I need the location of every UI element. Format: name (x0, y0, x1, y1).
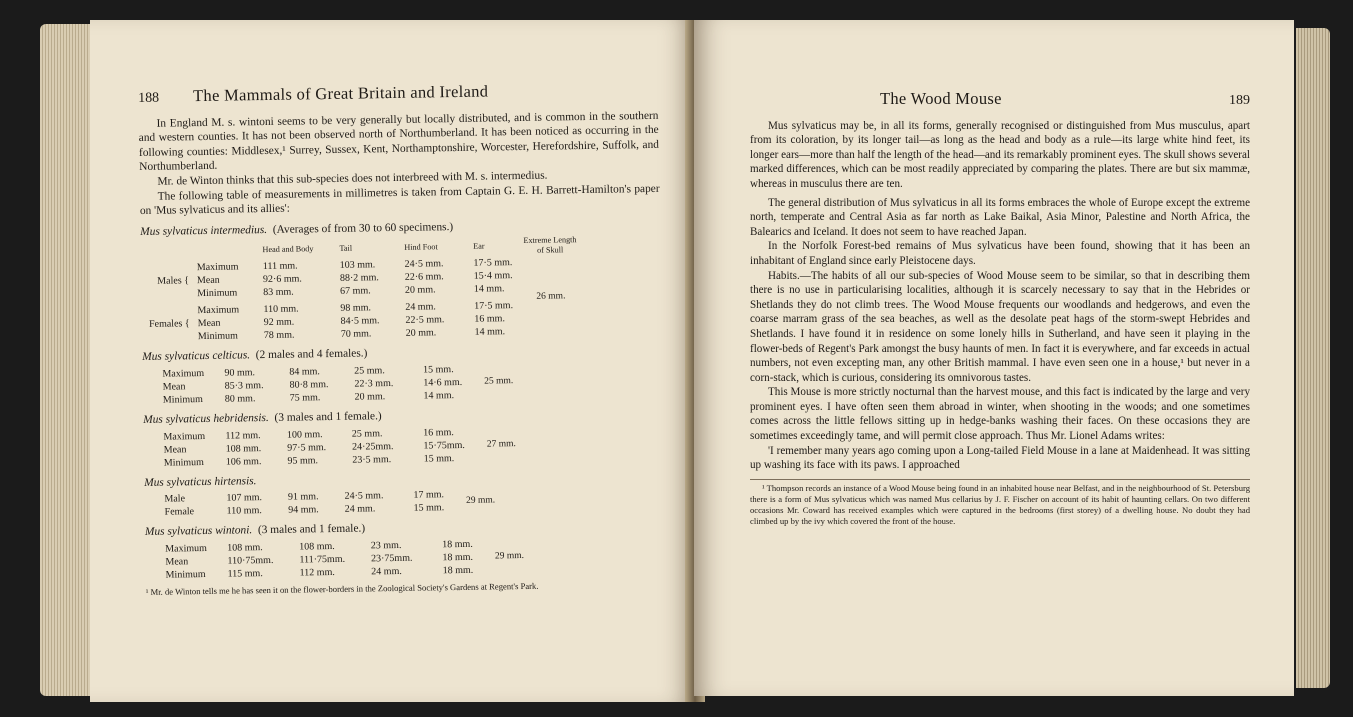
cell-hind-foot: 22·3 mm. (354, 377, 394, 390)
row-stat: Minimum (197, 287, 238, 300)
cell-head-body: 83 mm. (263, 286, 294, 299)
cell-hind-foot: 25 mm. (354, 365, 385, 377)
cell-ear: 15·4 mm. (473, 270, 513, 283)
cell-head-body: 106 mm. (225, 455, 262, 468)
right-page (694, 20, 1294, 696)
right-paragraph: 'I remember many years ago coming upon a Long-tailed Field Mouse in a lane at Maidenhead. It was sitting up washing its face with its paws. I approached (750, 444, 1250, 472)
cell-tail: 67 mm. (340, 285, 371, 298)
cell-ear: 17 mm. (413, 489, 445, 501)
cell-hind-foot: 20 mm. (405, 327, 437, 340)
subspecies-note: (3 males and 1 female.) (274, 410, 382, 424)
cell-tail: 108 mm. (299, 540, 335, 553)
cell-ear: 14 mm. (473, 283, 505, 296)
col-ear: Ear (473, 241, 485, 252)
cell-head-body: 107 mm. (226, 492, 263, 504)
cell-hind-foot: 22·5 mm. (405, 314, 445, 327)
left-page-number: 188 (138, 90, 160, 106)
cell-hind-foot: 25 mm. (351, 427, 383, 440)
cell-hind-foot: 24·5 mm. (344, 490, 384, 502)
right-footnote-block (750, 479, 1250, 527)
cell-ear: 15 mm. (423, 364, 454, 376)
cell-tail: 100 mm. (286, 428, 323, 441)
cell-ear: 18 mm. (442, 551, 474, 563)
subspecies-table (161, 537, 528, 582)
cell-ear: 14·6 mm. (423, 376, 463, 389)
cell-ear: 16 mm. (474, 313, 506, 326)
subspecies-table (158, 362, 517, 407)
cell-tail: 112 mm. (299, 566, 335, 579)
table-row: Females { Maximum 110 mm. 98 mm. 24 mm. 17·5 mm. (141, 294, 585, 318)
left-footnote: ¹ Mr. de Winton tells me he has seen it on the flower-borders in the Zoological Society's Gardens at Regent's Park. (145, 580, 539, 597)
left-page (90, 20, 694, 702)
row-stat: Maximum (162, 367, 205, 380)
intermedius-table (140, 235, 585, 344)
row-stat: Mean (165, 555, 189, 568)
row-stat: Mean (162, 381, 186, 393)
cell-tail: 88·2 mm. (339, 272, 379, 285)
left-page-content (138, 82, 666, 598)
cell-hind-foot: 24 mm. (344, 503, 376, 515)
row-stat: Maximum (197, 304, 240, 317)
row-stat: Minimum (162, 393, 203, 406)
right-page-number: 189 (1229, 93, 1250, 108)
right-paragraph: In the Norfolk Forest-bed remains of Mus sylvaticus have been found, showing that it has been an inhabitant of England since early Pleistocene days. (750, 240, 1250, 267)
subspecies-name: Mus sylvaticus hebridensis. (143, 411, 269, 426)
cell-ear: 14 mm. (474, 326, 506, 339)
row-stat: Minimum (165, 568, 206, 581)
cell-tail: 98 mm. (340, 302, 372, 315)
row-stat: Minimum (163, 456, 204, 469)
paragraph-1: In England M. s. wintoni seems to be very generally but locally distributed, and is common in the southern and western counties. It has not been observed north of Northumberland. It has been noticed as occurring in the following counties: Middlesex,¹ Surrey, Sussex, Kent, Northamptonshire, Worcester, Herefordshire, Suffolk, and Northumberland. (138, 109, 660, 174)
col-hind-foot: Hind Foot (404, 242, 438, 253)
col-head-body: Head and Body (262, 244, 314, 255)
cell-head-body: 112 mm. (225, 429, 261, 442)
cell-head-body: 115 mm. (227, 567, 263, 580)
cell-hind-foot: 20 mm. (404, 284, 436, 297)
subspecies-table (159, 425, 520, 470)
cell-hind-foot: 24 mm. (371, 565, 402, 578)
cell-head-body: 92·6 mm. (262, 273, 302, 286)
right-paragraph: This Mouse is more strictly nocturnal than the harvest mouse, and this fact is indicated by the large and very prominent eyes. I have often seen them abroad in winter, when shooting in the woods; and one sometimes comes across the little fellows sitting up in hedge-banks washing their faces. On these occasions they are sometimes exceedingly tame, and will permit close approach. Thus Mr. Lionel Adams writes: (750, 386, 1250, 443)
subspecies-note: (3 males and 1 female.) (257, 522, 366, 537)
cell-ear: 15 mm. (423, 452, 455, 465)
subspecies-note: (2 males and 4 females.) (255, 347, 368, 362)
cell-tail: 84·5 mm. (340, 315, 380, 328)
cell-ear: 18 mm. (442, 538, 473, 550)
table-title-name: Mus sylvaticus intermedius. (140, 223, 268, 238)
cell-tail: 91 mm. (287, 491, 319, 503)
right-paragraph: Habits.—The habits of all our sub-species of Wood Mouse seem to be similar, so that in describing them there is no use in particularising localities, although it is scarcely necessary to say that in the Hebrides or Shetlands they do not climb trees. The Wood Mouse frequents our woodlands and hedgerows, and even the coarse marram grass of the sea beaches, as well as the desolate peat hags of the storm-swept Hebrides and Shetlands. I have found it in residence on some lonely hills in Sutherland, and have seen it playing in the flower-beds of Regent's Park amongst the busy haunts of men. In fact it is everywhere, and far exceeds in actual numbers, not even excepting man, any other British mammal. I have even seen one in a house,¹ but never in a corn-stack, which is curious, considering its omnivorous tastes. (750, 269, 1250, 384)
cell-skull: 29 mm. (465, 495, 496, 506)
row-stat: Minimum (197, 330, 238, 343)
cell-ear: 16 mm. (423, 426, 454, 439)
cell-tail: 111·75mm. (299, 553, 346, 566)
cell-head-body: 80 mm. (224, 393, 256, 405)
col-skull: Extreme Length of Skull (523, 235, 577, 256)
cell-head-body: 90 mm. (224, 367, 256, 379)
cell-head-body: 111 mm. (262, 260, 298, 273)
cell-head-body: 108 mm. (227, 541, 263, 554)
cell-ear: 17·5 mm. (473, 257, 513, 270)
subspecies-title (145, 517, 665, 540)
open-book (40, 6, 1330, 712)
cell-ear: 15 mm. (413, 502, 445, 514)
right-footnote: ¹ Thompson records an instance of a Wood Mouse being found in an inhabited house near Belfast, and in the neighbourhood of St. Petersburg there is a form of Mus sylvaticus which was named Mus cellarius by J. F. Fischer on account of its habit of haunting cellars. On two different occasions Mr. Coward has received examples which were captured in the bedrooms (first storey) of a dwelling house. No doubt they had climbed up by the ivy which covered the front of the house. (750, 482, 1250, 526)
cell-ear: 17·5 mm. (474, 300, 514, 313)
cell-skull: 26 mm. (536, 291, 566, 302)
right-paragraph: The general distribution of Mus sylvaticus in all its forms embraces the whole of Europe except the extreme north, temperate and Central Asia as far north as Lake Baikal, Asia Minor, Palestine and North Africa, the Balearics and Iceland. It does not seem to have reached Japan. (750, 196, 1250, 238)
row-stat: Mean (196, 275, 220, 287)
subspecies-name: Mus sylvaticus wintoni. (144, 524, 253, 539)
cell-skull: 25 mm. (484, 376, 514, 387)
cell-hind-foot: 24·5 mm. (404, 258, 444, 271)
subspecies-title (143, 405, 663, 428)
cell-head-body: 78 mm. (263, 329, 295, 342)
cell-tail: 95 mm. (287, 454, 319, 467)
col-tail: Tail (339, 244, 353, 254)
cell-ear: 18 mm. (442, 564, 474, 576)
subspecies-title (144, 467, 664, 490)
subspecies-name: Mus sylvaticus hirtensis. (144, 474, 257, 489)
cell-tail: 84 mm. (289, 366, 320, 378)
right-running-head (750, 89, 1250, 109)
cell-head-body: 110 mm. (263, 303, 299, 316)
row-stat: Female (164, 506, 195, 518)
paragraph-3: The following table of measurements in millimetres is taken from Captain G. E. H. Barrett-Hamilton's paper on 'Mus sylvaticus and its allies': (139, 182, 660, 218)
cell-hind-foot: 22·6 mm. (404, 271, 444, 284)
cell-head-body: 108 mm. (225, 442, 262, 455)
subspecies-table (160, 488, 499, 519)
cell-hind-foot: 20 mm. (354, 391, 386, 403)
cell-tail: 80·8 mm. (289, 378, 329, 391)
cell-hind-foot: 24 mm. (405, 301, 436, 314)
subspecies-name: Mus sylvaticus celticus. (142, 349, 251, 364)
group-label-males: Males (157, 275, 182, 288)
table-title-note: (Averages of from 30 to 60 specimens.) (272, 220, 454, 236)
cell-skull: 27 mm. (486, 438, 516, 450)
cell-ear: 15·75mm. (423, 439, 465, 452)
subspecies-title (142, 342, 662, 365)
right-page-edges (1296, 28, 1330, 688)
group-label-females: Females (148, 318, 183, 331)
cell-head-body: 110·75mm. (227, 554, 274, 567)
row-stat: Male (164, 493, 186, 505)
row-stat: Maximum (196, 261, 239, 274)
cell-tail: 75 mm. (289, 392, 321, 404)
left-running-head (138, 82, 658, 107)
row-stat: Maximum (165, 542, 207, 555)
cell-tail: 97·5 mm. (287, 441, 327, 454)
row-stat: Mean (163, 443, 187, 456)
cell-hind-foot: 23·75mm. (370, 552, 413, 565)
cell-head-body: 92 mm. (263, 316, 295, 329)
cell-tail: 70 mm. (340, 328, 372, 341)
cell-hind-foot: 23·5 mm. (352, 453, 392, 466)
paragraph-2: Mr. de Winton thinks that this sub-species does not interbreed with M. s. intermedius. (157, 169, 548, 188)
right-page-content (750, 89, 1250, 527)
cell-head-body: 85·3 mm. (224, 380, 264, 392)
cell-ear: 14 mm. (423, 390, 455, 402)
cell-tail: 103 mm. (339, 259, 376, 272)
cell-head-body: 110 mm. (226, 505, 262, 517)
row-stat: Mean (197, 318, 221, 330)
subspecies-tables (142, 342, 666, 582)
right-running-title: The Wood Mouse (880, 89, 1002, 108)
row-stat: Maximum (163, 430, 206, 443)
left-running-title: The Mammals of Great Britain and Ireland (192, 81, 489, 106)
cell-skull: 29 mm. (494, 550, 525, 562)
right-paragraph: Mus sylvaticus may be, in all its forms, generally recognised or distinguished from Mus musculus, apart from its coloration, by its longer tail—as long as the head and body as a rule—its large white hind feet, its longer ears—more than half the length of the head—and its remarkably prominent eyes. The skull shows several marked differences, which can be most readily appreciated by comparing the plates. There are but six mammæ, whereas in musculus there are ten. (750, 119, 1250, 190)
cell-hind-foot: 24·25mm. (351, 440, 394, 453)
cell-hind-foot: 23 mm. (370, 539, 402, 552)
cell-tail: 94 mm. (288, 504, 319, 516)
table-row: Males { Maximum 111 mm. 103 mm. 24·5 mm. 17·5 mm. 26 mm. (141, 255, 585, 275)
